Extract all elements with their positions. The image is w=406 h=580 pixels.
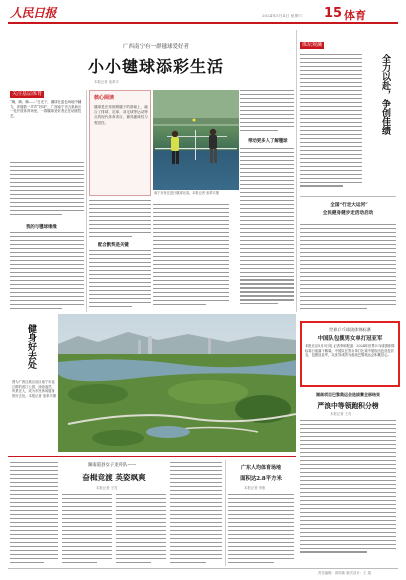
core-reading-title: 核心阅读 [94, 95, 115, 101]
left-body-1 [10, 162, 84, 222]
main-kicker: 广西南宁有一群毽球爱好者 [122, 44, 189, 50]
footer-rule [8, 568, 398, 569]
masthead-rule [8, 22, 398, 24]
riverside-park-photo [58, 314, 296, 452]
right-lower-body [300, 420, 396, 560]
mid-body-4 [240, 90, 294, 134]
bottom-right-body [228, 494, 294, 566]
masthead-logo: 人民日报 [10, 6, 57, 20]
bottom-right-headline: 面积达2.8平方米 [240, 476, 282, 482]
bottom-left-body-c [116, 494, 166, 566]
mid-body-2 [89, 250, 151, 312]
left-body-2 [10, 232, 84, 312]
highlight-headline: 中国队包揽男女单打冠亚军 [317, 336, 383, 342]
park-illustration [58, 314, 296, 452]
core-reading-text: 毽球是在传统踢毽子的基础上，融合了排球、足球、羽毛球等运动特点的现代体育项目，兼具趣味性与观赏性。 [94, 105, 148, 125]
mid-body-3 [153, 204, 229, 312]
big-photo-vertical-title: 健身好去处 [26, 324, 36, 369]
left-lead: “嗨，嗨，嗨——”日光下，毽球在蓝色场地中翻飞，伴随着一声声“好球”，广西南宁市五象新区一处开放体育场里，一群毽球爱好者正在切磋技艺。 [10, 100, 82, 118]
main-byline: 本报记者 庞革平 [94, 80, 119, 84]
left-subhead: 我的与毽球缘缘 [26, 225, 57, 230]
right-lower-byline: 本报记者 王亮 [330, 412, 352, 416]
bottom-left-body-b [62, 494, 112, 566]
right-headline2: 全民健身健步走活动启动 [322, 211, 374, 216]
page-number: 15 [324, 6, 343, 21]
section-title: 体育 [344, 9, 366, 22]
highlight-box[interactable] [300, 321, 400, 387]
right-body-1 [300, 54, 362, 190]
bottom-left-kicker: 湖南道县女子龙舟队—— [87, 463, 137, 468]
footer-credits: 责任编辑：薛原新 版式设计：王 超 [318, 571, 372, 575]
bottom-left-byline: 本报记者 王亮 [96, 486, 118, 490]
mid-body-1 [89, 200, 151, 242]
right-lower-kicker: 湖南项目巴黎奥运会选拔赛全部结束 [316, 392, 380, 397]
players-illustration [153, 90, 239, 190]
bottom-left-body-d [170, 462, 222, 566]
big-photo-caption: 图为广西壮族自治区南宁市邕江畔的滨江公园，绿意盎然、风景宜人，成为市民休闲健身的好去处。本报记者 庞革平摄 [12, 380, 56, 398]
jianqiu-players-photo [153, 90, 239, 190]
divider-bottom [225, 460, 226, 566]
right-headline2-kicker: 全国“行走大运河” [330, 203, 368, 208]
bottom-right-kicker: 广东人均体育场地 [240, 465, 281, 471]
bottom-left-body-a [10, 462, 58, 566]
bottom-right-byline: 本报记者 李刚 [244, 486, 266, 490]
divider-left [86, 90, 87, 312]
right-vertical-title: 全力以赴，争创佳绩 [380, 54, 390, 135]
right-rule-1 [300, 196, 396, 197]
top-photo-caption: 南宁市民在进行毽球比赛。本报记者 庞革平摄 [154, 191, 219, 195]
bottom-section-rule [8, 456, 296, 457]
bottom-left-headline: 奋楫竞渡 英姿飒爽 [82, 473, 146, 482]
divider-right [296, 30, 297, 312]
mid-subhead-a: 配合默契是关键 [98, 243, 129, 248]
section-tag-observation: 体坛观澜 [302, 42, 323, 48]
highlight-text: 本报北京5月3日电 记者李硕报道：2024年世界乒乓球团体锦标赛日前落下帷幕，中国队在男女单打比赛中展现出色竞技状态，包揽冠亚军，以优异成绩为备战巴黎奥运会积累信心。 [305, 344, 395, 357]
right-lower-headline: 严浪中等领跑积分榜 [317, 402, 379, 410]
section-tag-grassroots: 关注基层体育 [12, 91, 43, 97]
core-reading-box [89, 90, 151, 196]
masthead-date: 2024年5月4日 星期六 [262, 14, 303, 18]
right-body-2 [300, 224, 396, 314]
mid-body-5 [240, 148, 294, 312]
highlight-kicker: 世界乒乓球团体锦标赛 [329, 327, 371, 332]
main-headline: 小小毽球添彩生活 [87, 57, 224, 76]
mid-subhead-b: 带动更多人了解毽球 [248, 139, 288, 144]
